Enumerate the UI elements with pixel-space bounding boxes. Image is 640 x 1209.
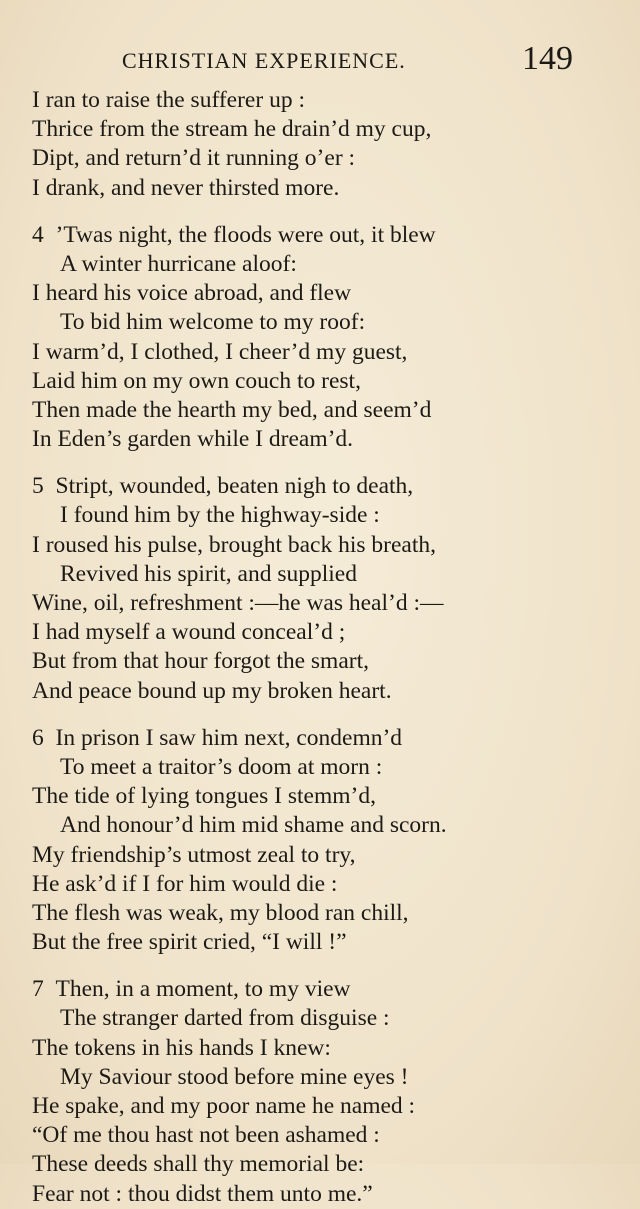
- verse-line: [32, 870, 622, 899]
- verse-line: [32, 221, 622, 250]
- verse-line: [32, 279, 622, 308]
- verse-line-text: I had myself a wound conceal’d ;: [32, 619, 346, 646]
- verse-line: [32, 753, 622, 782]
- verse-line-text: Then made the hearth my bed, and seem’d: [32, 396, 432, 423]
- page-number: 149: [522, 40, 573, 77]
- verse-line: [32, 425, 622, 454]
- verse-line: [32, 144, 622, 173]
- verse-line: [32, 472, 622, 501]
- verse-line: [32, 367, 622, 396]
- verse-line-text: The flesh was weak, my blood ran chill,: [32, 899, 409, 926]
- verse-line-text: These deeds shall thy memorial be:: [32, 1151, 365, 1178]
- verse-line: [32, 975, 622, 1004]
- verse-line: [32, 338, 622, 367]
- stanza: [32, 975, 622, 1209]
- verse-line-text: ’Twas night, the floods were out, it blew: [55, 221, 436, 248]
- verse-line: [32, 811, 622, 840]
- verse-line: [32, 1092, 622, 1121]
- verse-line-text: But the free spirit cried, “I will !”: [32, 929, 347, 956]
- verse-line: [32, 1121, 622, 1150]
- running-head: CHRISTIAN EXPERIENCE.: [122, 48, 406, 73]
- verse-line-text: He spake, and my poor name he named :: [32, 1093, 416, 1119]
- verse-line: [32, 115, 622, 144]
- verse-line: [32, 618, 622, 647]
- verse-line-text: My Saviour stood before mine eyes !: [60, 1063, 409, 1090]
- verse-line-text: “Of me thou hast not been ashamed :: [32, 1122, 380, 1149]
- verse-line-text: I heard his voice abroad, and flew: [32, 280, 352, 307]
- verse-line: [32, 724, 622, 753]
- verse-line-text: And honour’d him mid shame and scorn.: [60, 812, 447, 839]
- verse-line: [32, 841, 622, 870]
- verse-line: [32, 250, 622, 279]
- verse-line-text: Fear not : thou didst them unto me.”: [32, 1180, 373, 1207]
- verse-line: [32, 899, 622, 928]
- verse-line: [32, 86, 622, 115]
- verse-line-text: Laid him on my own couch to rest,: [32, 367, 361, 394]
- verse-line: [32, 396, 622, 425]
- verse-line-text: I roused his pulse, brought back his breath,: [32, 531, 436, 558]
- verse-line-text: To bid him welcome to my roof:: [60, 309, 366, 336]
- verse-line-text: Revived his spirit, and supplied: [60, 560, 357, 587]
- verse-line-text: The stranger darted from disguise :: [60, 1005, 390, 1032]
- verse-line: [32, 589, 622, 618]
- verse-line: [32, 647, 622, 676]
- verse-line: [32, 1063, 622, 1092]
- verse-line-text: A winter hurricane aloof:: [60, 250, 297, 277]
- stanza: [32, 221, 622, 455]
- verse-line: [32, 560, 622, 589]
- verse-line: [32, 1004, 622, 1033]
- verse-line-text: And peace bound up my broken heart.: [32, 677, 392, 704]
- stanza-number: 4: [32, 221, 44, 248]
- verse-line: [32, 928, 622, 957]
- verse-line: [32, 677, 622, 706]
- stanza: [32, 472, 622, 706]
- verse-line-text: I drank, and never thirsted more.: [32, 174, 340, 201]
- hymn-text: [32, 86, 622, 1209]
- verse-line-text: Stript, wounded, beaten nigh to death,: [55, 473, 414, 500]
- verse-line: [32, 308, 622, 337]
- verse-line: [32, 531, 622, 560]
- stanza-number: 7: [32, 976, 44, 1003]
- verse-line: [32, 174, 622, 203]
- verse-line-text: My friendship’s utmost zeal to try,: [32, 841, 356, 868]
- verse-line: [32, 1034, 622, 1063]
- stanza-number: 6: [32, 724, 44, 751]
- stanza: [32, 724, 622, 958]
- verse-line: [32, 782, 622, 811]
- verse-line-text: Wine, oil, refreshment :—he was heal’d :—: [32, 590, 444, 616]
- verse-line: [32, 501, 622, 530]
- verse-line-text: He ask’d if I for him would die :: [32, 870, 338, 897]
- verse-line-text: In prison I saw him next, condemn’d: [55, 724, 403, 751]
- verse-line-text: I warm’d, I clothed, I cheer’d my guest,: [32, 338, 408, 365]
- verse-line: [32, 1150, 622, 1179]
- stanza: [32, 86, 622, 203]
- verse-line-text: Dipt, and return’d it running o’er :: [32, 145, 356, 172]
- verse-line-text: To meet a traitor’s doom at morn :: [60, 753, 383, 780]
- verse-line-text: Thrice from the stream he drain’d my cup,: [32, 116, 432, 143]
- verse-line-text: Then, in a moment, to my view: [55, 976, 351, 1003]
- verse-line-text: The tide of lying tongues I stemm’d,: [32, 783, 376, 810]
- verse-line-text: The tokens in his hands I knew:: [32, 1034, 331, 1061]
- verse-line-text: But from that hour forgot the smart,: [32, 648, 369, 675]
- verse-line: [32, 1180, 622, 1209]
- verse-line-text: I ran to raise the sufferer up :: [32, 87, 305, 113]
- page-header: [0, 40, 640, 80]
- stanza-number: 5: [32, 473, 44, 500]
- verse-line-text: I found him by the highway-side :: [60, 502, 380, 529]
- verse-line-text: In Eden’s garden while I dream’d.: [32, 426, 354, 453]
